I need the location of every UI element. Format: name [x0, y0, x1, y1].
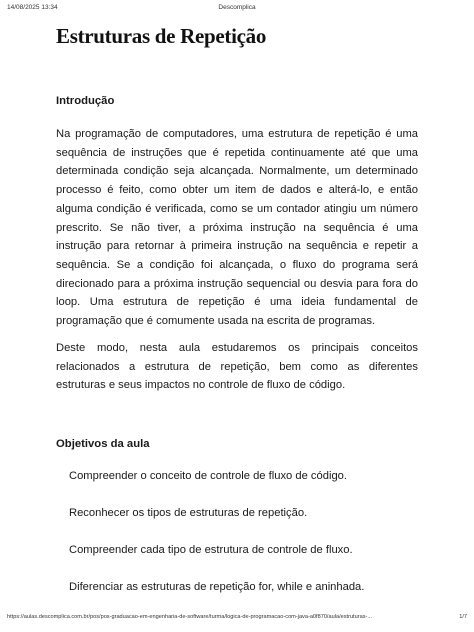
objective-item: Compreender cada tipo de estrutura de controle de fluxo.: [69, 544, 353, 556]
page-title: Estruturas de Repetição: [56, 24, 267, 48]
objective-item: Reconhecer os tipos de estruturas de repetição.: [69, 507, 308, 519]
objectives-heading: Objetivos da aula: [56, 438, 150, 450]
print-datetime: 14/08/2025 13:34: [7, 4, 58, 11]
print-url: https://aulas.descomplica.com.br/pos/pos-graduacao-em-engenharia-de-software/turma/logica-de-programacao-com-java-a0f870/aula/estruturas-...: [7, 614, 373, 620]
print-site-name: Descomplica: [218, 4, 256, 11]
objective-item: Diferenciar as estruturas de repetição for, while e aninhada.: [69, 581, 365, 593]
intro-heading: Introdução: [56, 95, 115, 107]
intro-paragraph-1: Na programação de computadores, uma estrutura de repetição é uma sequência de instruções que é repetida continuamente até que uma determinada condição seja alcançada. Normalmente, um determinado processo é feito, como obter um item de dados e alterá-lo, e então alguma condição é verificada, como se um contador atingiu um número prescrito. Se não tiver, a próxima instrução na sequência é uma instrução para retornar à primeira instrução na sequência e repetir a sequência. Se a condição foi alcançada, o fluxo do programa será direcionado para a próxima instrução sequencial ou desvia para fora do loop. Uma estrutura de repetição é uma ideia fundamental de programação que é comumente usada na escrita de programas.: [56, 128, 418, 328]
page-number: 1/7: [459, 614, 467, 620]
objective-item: Compreender o conceito de controle de fluxo de código.: [69, 470, 347, 482]
intro-paragraph-2: Deste modo, nesta aula estudaremos os principais conceitos relacionados a estrutura de repetição, bem como as diferentes estruturas e seus impactos no controle de fluxo de código.: [56, 342, 418, 392]
